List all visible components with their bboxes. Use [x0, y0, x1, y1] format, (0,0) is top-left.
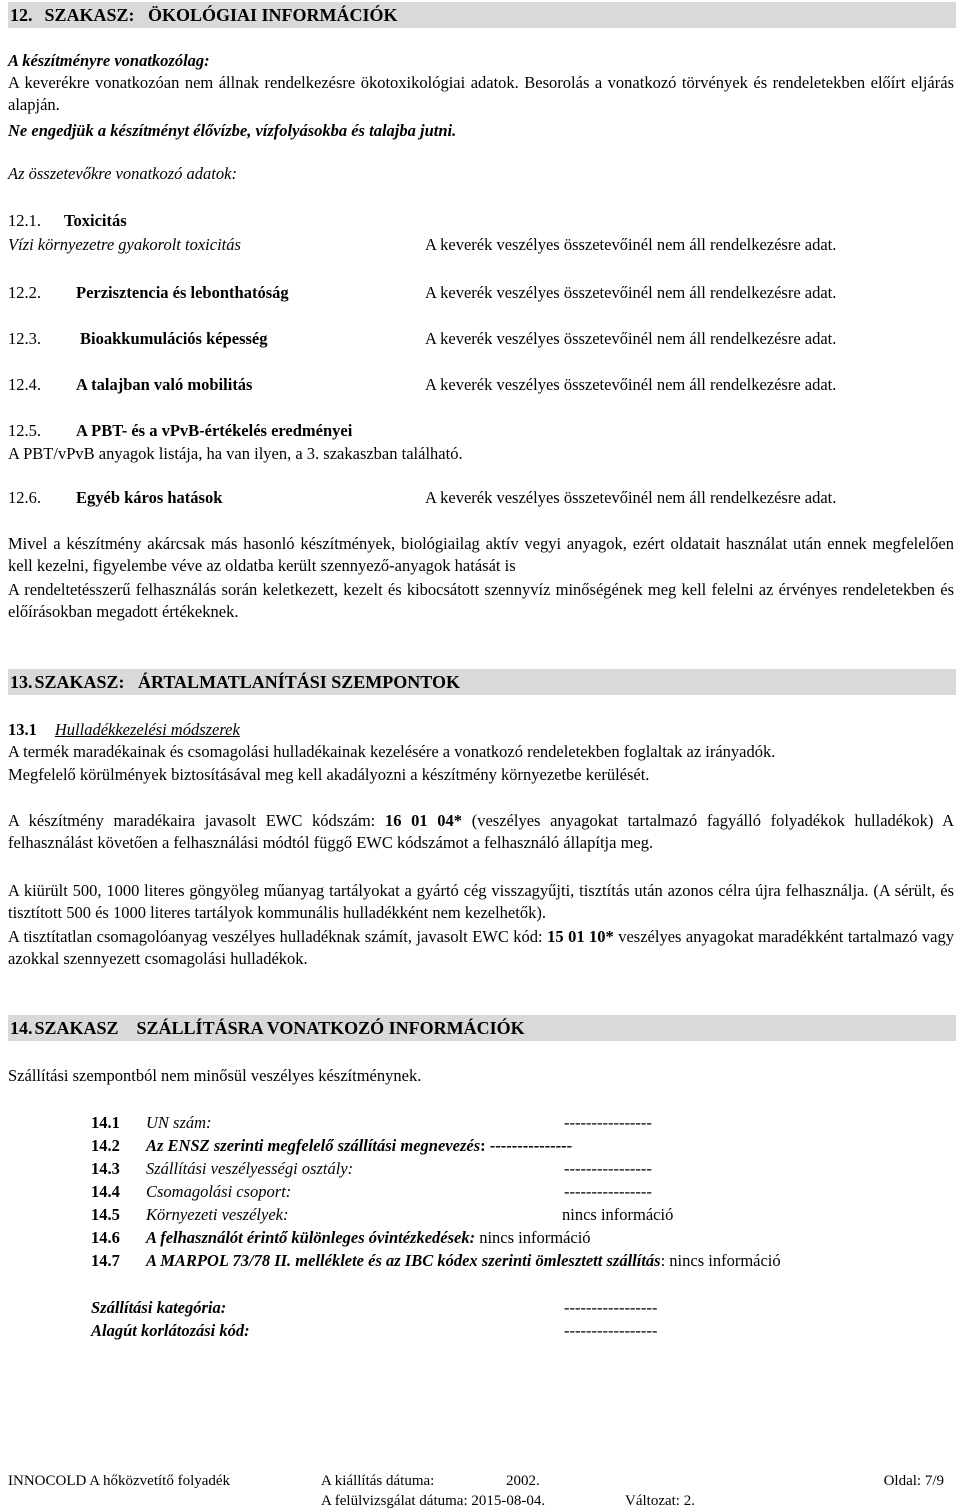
transport-row-label: A felhasználót érintő különleges óvintézkedések:	[146, 1228, 476, 1247]
transport-row-value: : ---------------	[480, 1136, 573, 1155]
ewc-code-1: 16 01 04*	[384, 811, 463, 830]
row-12-2-number: 12.2.	[8, 283, 41, 302]
transport-category-value: -----------------	[564, 1298, 658, 1317]
transport-row-value: ----------------	[564, 1113, 652, 1132]
section-13-1-number: 13.1	[8, 720, 37, 739]
row-12-1-value: A keverék veszélyes összetevőinél nem áll rendelkezésre adat.	[425, 235, 837, 254]
transport-row-number: 14.2	[91, 1136, 120, 1155]
footer-review-date: A felülvizsgálat dátuma: 2015-08-04.	[321, 1493, 546, 1509]
transport-row-value: ----------------	[564, 1182, 652, 1201]
section-13-p3-b: (veszélyes anyagokat tartalmazó fagyálló folyadékok hulladékok) A felhasználást követően a felhasználási módtól függő EWC kódszámot a felhasználó állapítja meg.	[8, 811, 955, 852]
section-13-p5-a: A tisztítatlan csomagolóanyag veszélyes hulladéknak számít, javasolt EWC kód:	[8, 927, 548, 946]
row-12-5-number: 12.5.	[8, 421, 41, 440]
row-12-6-value: A keverék veszélyes összetevőinél nem áll rendelkezésre adat.	[425, 488, 837, 507]
row-12-3-value: A keverék veszélyes összetevőinél nem áll rendelkezésre adat.	[425, 329, 837, 348]
row-12-4-number: 12.4.	[8, 375, 41, 394]
transport-row-value: nincs információ	[562, 1205, 674, 1224]
preparation-label: A készítményre vonatkozólag:	[8, 51, 210, 70]
section-13-number: 13.	[10, 672, 33, 692]
row-12-6-number: 12.6.	[8, 488, 41, 507]
transport-row-value: nincs információ	[479, 1228, 591, 1247]
section-14-header	[8, 1015, 956, 1041]
row-12-1-number: 12.1.	[8, 211, 41, 230]
section-12-header	[8, 2, 956, 28]
transport-row-number: 14.6	[91, 1228, 120, 1247]
footer-version: Változat: 2.	[625, 1493, 695, 1509]
section-13-p3	[8, 810, 954, 854]
section-13-p1: A termék maradékainak és csomagolási hulladékainak kezelésére a vonatkozó rendeletekben foglaltak az irányadók.	[8, 742, 776, 761]
row-12-3-title: Bioakkumulációs képesség	[80, 329, 268, 348]
transport-row-number: 14.7	[91, 1251, 120, 1270]
row-12-5-text: A PBT/vPvB anyagok listája, ha van ilyen, a 3. szakaszban található.	[8, 444, 463, 463]
section-14-number: 14.	[10, 1018, 33, 1038]
section-14-title: SZAKASZ SZÁLLÍTÁSRA VONATKOZÓ INFORMÁCIÓK	[34, 1018, 525, 1038]
section-13-title: SZAKASZ: ÁRTALMATLANÍTÁSI SZEMPONTOK	[34, 672, 460, 692]
transport-row-number: 14.5	[91, 1205, 120, 1224]
section-13-1-heading	[8, 719, 240, 741]
ewc-code-2: 15 01 10*	[547, 927, 614, 946]
row-12-5-title: A PBT- és a vPvB-értékelés eredményei	[76, 421, 353, 440]
row-12-6-title: Egyéb káros hatások	[76, 488, 223, 507]
transport-row-label-wrap	[146, 1135, 572, 1157]
row-12-4-title: A talajban való mobilitás	[76, 375, 253, 394]
components-label: Az összetevőkre vonatkozó adatok:	[8, 164, 237, 183]
section-14-intro: Szállítási szempontból nem minősül veszélyes készítménynek.	[8, 1066, 422, 1085]
footer-issue-value: 2002.	[506, 1473, 540, 1489]
transport-category-label: Szállítási kategória:	[91, 1298, 227, 1317]
preparation-text: A keverékre vonatkozóan nem állnak rendelkezésre ökotoxikológiai adatok. Besorolás a vonatkozó törvények és rendeletekben előírt eljárás alapján.	[8, 73, 954, 114]
section-12-number: 12.	[10, 5, 33, 25]
footer-product: INNOCOLD A hőközvetítő folyadék	[8, 1473, 231, 1489]
footer-page-number: Oldal: 7/9	[883, 1473, 944, 1489]
transport-row-label: Környezeti veszélyek:	[146, 1205, 289, 1224]
row-12-1-title: Toxicitás	[64, 211, 127, 230]
tunnel-code-label: Alagút korlátozási kód:	[91, 1321, 250, 1340]
row-12-2-title: Perzisztencia és lebonthatóság	[76, 283, 289, 302]
section-13-p3-a: A készítmény maradékaira javasolt EWC kódszám:	[8, 811, 385, 830]
transport-row-number: 14.1	[91, 1113, 120, 1132]
transport-row-number: 14.3	[91, 1159, 120, 1178]
transport-row-label: Csomagolási csoport:	[146, 1182, 292, 1201]
section-12-title: SZAKASZ: ÖKOLÓGIAI INFORMÁCIÓK	[44, 5, 398, 25]
section-12-paragraph-1: Mivel a készítmény akárcsak más hasonló készítmények, biológiailag aktív vegyi anyagok, ezért oldatait használat után ennek megfelelően kell kezelni, figyelembe véve az oldatba került szennyező-anyagok hatását is	[8, 534, 954, 575]
transport-row-label: Szállítási veszélyességi osztály:	[146, 1159, 354, 1178]
transport-row-value: : nincs információ	[660, 1251, 781, 1270]
section-13-p2: Megfelelő körülmények biztosításával meg kell akadályozni a készítmény környezetbe kerülését.	[8, 765, 650, 784]
row-12-2-value: A keverék veszélyes összetevőinél nem áll rendelkezésre adat.	[425, 283, 837, 302]
section-13-p5-b: veszélyes anyagokat maradékként tartalmazó vagy azokkal szennyezett csomagolási hulladékok.	[8, 927, 954, 968]
transport-row-label: Az ENSZ szerinti megfelelő szállítási megnevezés	[146, 1136, 481, 1155]
section-13-p5	[8, 926, 954, 970]
transport-row-label: UN szám:	[146, 1113, 212, 1132]
section-13-header	[8, 669, 956, 695]
environment-warning: Ne engedjük a készítményt élővízbe, vízfolyásokba és talajba jutni.	[8, 121, 457, 140]
section-13-1-title: Hulladékkezelési módszerek	[54, 720, 240, 739]
transport-row-label-wrap	[146, 1250, 781, 1272]
section-13-p4: A kiürült 500, 1000 literes göngyöleg műanyag tartályokat a gyártó cég visszagyűjti, tisztítás után azonos célra újra felhasználja. (A sérült, és tisztított 500 és 1000 literes tartályok kommunális hulladékként nem kezelhetők).	[8, 881, 954, 922]
transport-row-number: 14.4	[91, 1182, 120, 1201]
row-12-3-number: 12.3.	[8, 329, 41, 348]
transport-row-label-wrap	[146, 1227, 591, 1249]
transport-row-value: ----------------	[564, 1159, 652, 1178]
section-12-paragraph-2: A rendeltetésszerű felhasználás során keletkezett, kezelt és kibocsátott szennyvíz minőségének meg kell felelni az érvényes rendeletekben és előírásokban megadott értékeknek.	[8, 580, 954, 621]
transport-row-label: A MARPOL 73/78 II. melléklete és az IBC kódex szerinti ömlesztett szállítás	[146, 1251, 661, 1270]
row-12-4-value: A keverék veszélyes összetevőinél nem áll rendelkezésre adat.	[425, 375, 837, 394]
tunnel-code-value: -----------------	[564, 1321, 658, 1340]
footer-issue-label: A kiállítás dátuma:	[321, 1473, 435, 1489]
row-12-1-subtitle: Vízi környezetre gyakorolt toxicitás	[8, 235, 241, 254]
